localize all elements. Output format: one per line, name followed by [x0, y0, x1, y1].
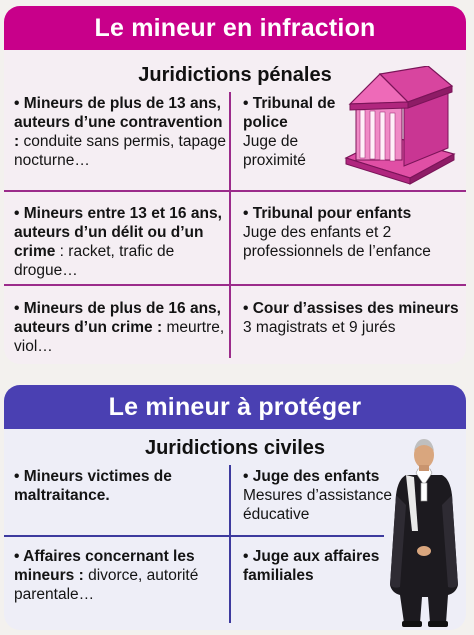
row-divider	[4, 190, 466, 192]
cell-left-row2	[4, 547, 229, 604]
cell-heading: • Tribunal pour enfants	[243, 205, 412, 222]
cell-heading: • Juge des enfants	[243, 468, 380, 485]
section-header: Le mineur à protéger	[4, 385, 466, 429]
cell-right-row3	[233, 299, 465, 337]
cell-right-row1	[233, 467, 393, 524]
cell-right-row2	[233, 547, 383, 585]
cell-right-row1	[233, 94, 343, 170]
cell-body: 3 magistrats et 9 jurés	[243, 319, 396, 336]
cell-heading: • Mineurs victimes de maltraitance.	[14, 468, 172, 504]
section-header: Le mineur en infraction	[4, 6, 466, 50]
column-divider	[229, 92, 231, 358]
cell-body: : racket, trafic de drogue…	[14, 243, 175, 279]
cell-heading: • Mineurs de plus de 16 ans, auteurs d’un crime :	[14, 300, 221, 336]
cell-heading: • Mineurs de plus de 13 ans, auteurs d’une contravention :	[14, 95, 223, 150]
row-divider	[4, 284, 466, 286]
cell-heading: • Cour d’assises des mineurs	[243, 300, 459, 317]
courthouse-icon	[340, 66, 458, 186]
section-subheader: Juridictions civiles	[144, 437, 326, 459]
cell-left-row1	[4, 467, 184, 505]
cell-body: Juge des enfants et 2 professionnels de l’enfance	[243, 224, 431, 260]
cell-left-row2	[4, 204, 229, 280]
cell-body: divorce, autorité parentale…	[14, 567, 199, 603]
cell-heading: • Tribunal de police	[243, 95, 336, 131]
cell-left-row3	[4, 299, 229, 356]
cell-heading: • Mineurs entre 13 et 16 ans, auteurs d’un délit ou d’un crime	[14, 205, 222, 260]
section-mineur-en-infraction	[4, 6, 466, 364]
cell-heading: • Juge aux affaires familiales	[243, 548, 380, 584]
cell-heading: • Affaires concernant les mineurs :	[14, 548, 195, 584]
row-divider	[4, 535, 384, 537]
judge-icon	[384, 435, 464, 630]
cell-body: Mesures d’assistance éducative	[243, 487, 393, 523]
column-divider	[229, 465, 231, 623]
cell-left-row1	[4, 94, 229, 170]
section-subheader: Juridictions pénales	[138, 64, 332, 86]
section-mineur-a-proteger	[4, 385, 466, 630]
cell-right-row2	[233, 204, 465, 261]
cell-body: meurtre, viol…	[14, 319, 225, 355]
cell-body: conduite sans permis, tapage nocturne…	[14, 133, 226, 169]
cell-body: Juge de proximité	[243, 133, 306, 169]
